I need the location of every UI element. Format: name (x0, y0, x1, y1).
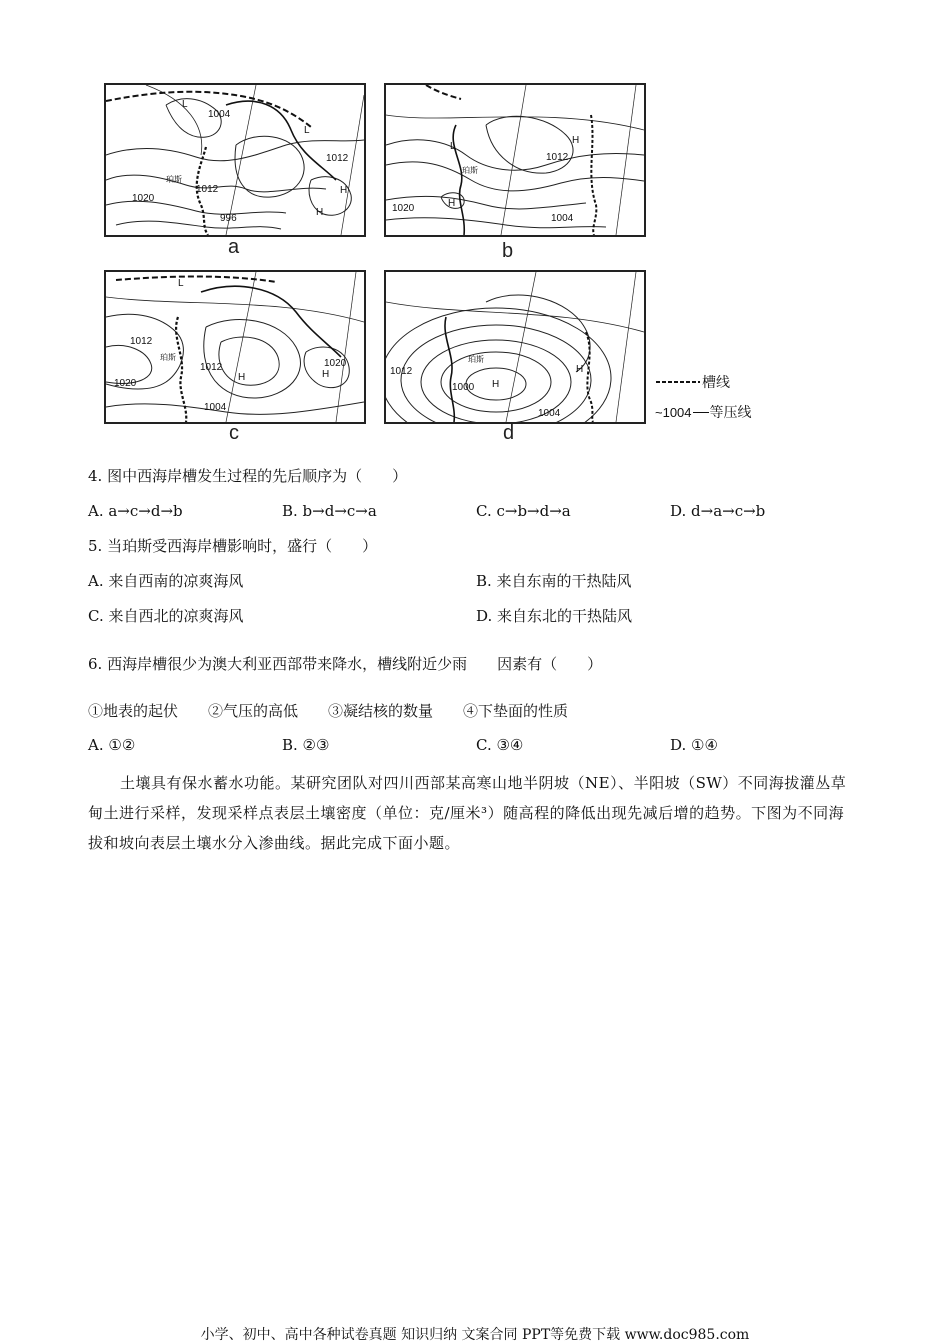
weather-map-c (104, 270, 366, 424)
weather-map-d (384, 270, 646, 424)
svg-text:1004: 1004 (538, 408, 561, 419)
svg-text:H: H (322, 369, 330, 380)
svg-text:H: H (492, 379, 500, 390)
svg-text:珀斯: 珀斯 (468, 355, 484, 364)
map-label-b: b (502, 240, 514, 262)
svg-text:1020: 1020 (114, 378, 137, 389)
question-4-option-c[interactable]: C. c→b→d→a (476, 502, 571, 520)
svg-text:珀斯: 珀斯 (160, 353, 176, 362)
question-5-option-c[interactable]: C. 来自西北的凉爽海风 (88, 607, 244, 625)
svg-text:L: L (182, 99, 188, 110)
svg-text:1012: 1012 (196, 184, 219, 195)
reading-passage: 土壤具有保水蓄水功能。某研究团队对四川西部某高寒山地半阴坡（NE）、半阳坡（SW）不同海拔灌丛草甸土进行采样，发现采样点表层土壤密度（单位：克/厘米³）随高程的降低出现先减后增的趋势。下图为不同海拔和坡向表层土壤水分入渗曲线。据此完成下面小题。 (88, 774, 847, 852)
trough-line-icon (656, 377, 700, 387)
legend-isobar-value: 1004 (662, 404, 692, 420)
svg-text:1004: 1004 (208, 109, 231, 120)
legend-trough (656, 372, 730, 392)
svg-text:1004: 1004 (551, 213, 574, 224)
map-label-c: c (229, 422, 239, 444)
svg-text:珀斯: 珀斯 (462, 166, 478, 175)
question-4-option-d[interactable]: D. d→a→c→b (670, 502, 766, 520)
weather-map-a (104, 83, 366, 237)
svg-text:1012: 1012 (326, 153, 349, 164)
map-label-a: a (228, 236, 240, 258)
question-5-option-b[interactable]: B. 来自东南的干热陆风 (476, 572, 632, 590)
question-5-stem: 5. 当珀斯受西海岸槽影响时，盛行（ ） (88, 537, 378, 555)
svg-text:1004: 1004 (204, 402, 227, 413)
question-6-factors: ①地表的起伏 ②气压的高低 ③凝结核的数量 ④下垫面的性质 (88, 702, 569, 720)
svg-text:1000: 1000 (452, 382, 475, 393)
svg-text:1012: 1012 (130, 336, 153, 347)
question-6-option-c[interactable]: C. ③④ (476, 736, 524, 754)
svg-text:H: H (316, 207, 324, 218)
svg-text:1012: 1012 (200, 362, 223, 373)
svg-text:1020: 1020 (132, 193, 155, 204)
page-footer: 小学、初中、高中各种试卷真题 知识归纳 文案合同 PPT等免费下载 www.doc985.com (200, 1327, 750, 1343)
question-6-option-a[interactable]: A. ①② (88, 736, 136, 754)
svg-text:H: H (238, 372, 246, 383)
legend-isobar: ~ 1004 等压线 (655, 404, 752, 420)
svg-text:珀斯: 珀斯 (166, 175, 182, 184)
svg-text:1020: 1020 (324, 358, 347, 369)
svg-text:H: H (572, 135, 580, 146)
map-label-d: d (503, 422, 515, 444)
question-4-option-b[interactable]: B. b→d→c→a (282, 502, 377, 520)
svg-text:L: L (178, 278, 184, 289)
question-6-stem: 6. 西海岸槽很少为澳大利亚西部带来降水，槽线附近少雨 因素有（ ） (88, 655, 603, 673)
question-5-option-a[interactable]: A. 来自西南的凉爽海风 (88, 572, 244, 590)
svg-text:L: L (304, 125, 310, 136)
question-5-option-d[interactable]: D. 来自东北的干热陆风 (476, 607, 633, 625)
weather-map-b (384, 83, 646, 237)
question-6-option-b[interactable]: B. ②③ (282, 736, 330, 754)
svg-text:L: L (450, 141, 456, 152)
question-4-option-a[interactable]: A. a→c→d→b (88, 502, 183, 520)
svg-text:H: H (448, 198, 456, 209)
svg-text:1012: 1012 (390, 366, 413, 377)
question-6-option-d[interactable]: D. ①④ (670, 736, 718, 754)
svg-text:1012: 1012 (546, 152, 569, 163)
legend-trough-label: 槽线 (702, 374, 730, 390)
svg-text:996: 996 (220, 213, 237, 224)
question-4-stem: 4. 图中西海岸槽发生过程的先后顺序为（ ） (88, 467, 408, 485)
legend-isobar-label: 等压线 (709, 404, 752, 420)
svg-text:1020: 1020 (392, 203, 415, 214)
svg-text:H: H (340, 185, 348, 196)
svg-text:H: H (576, 364, 584, 375)
